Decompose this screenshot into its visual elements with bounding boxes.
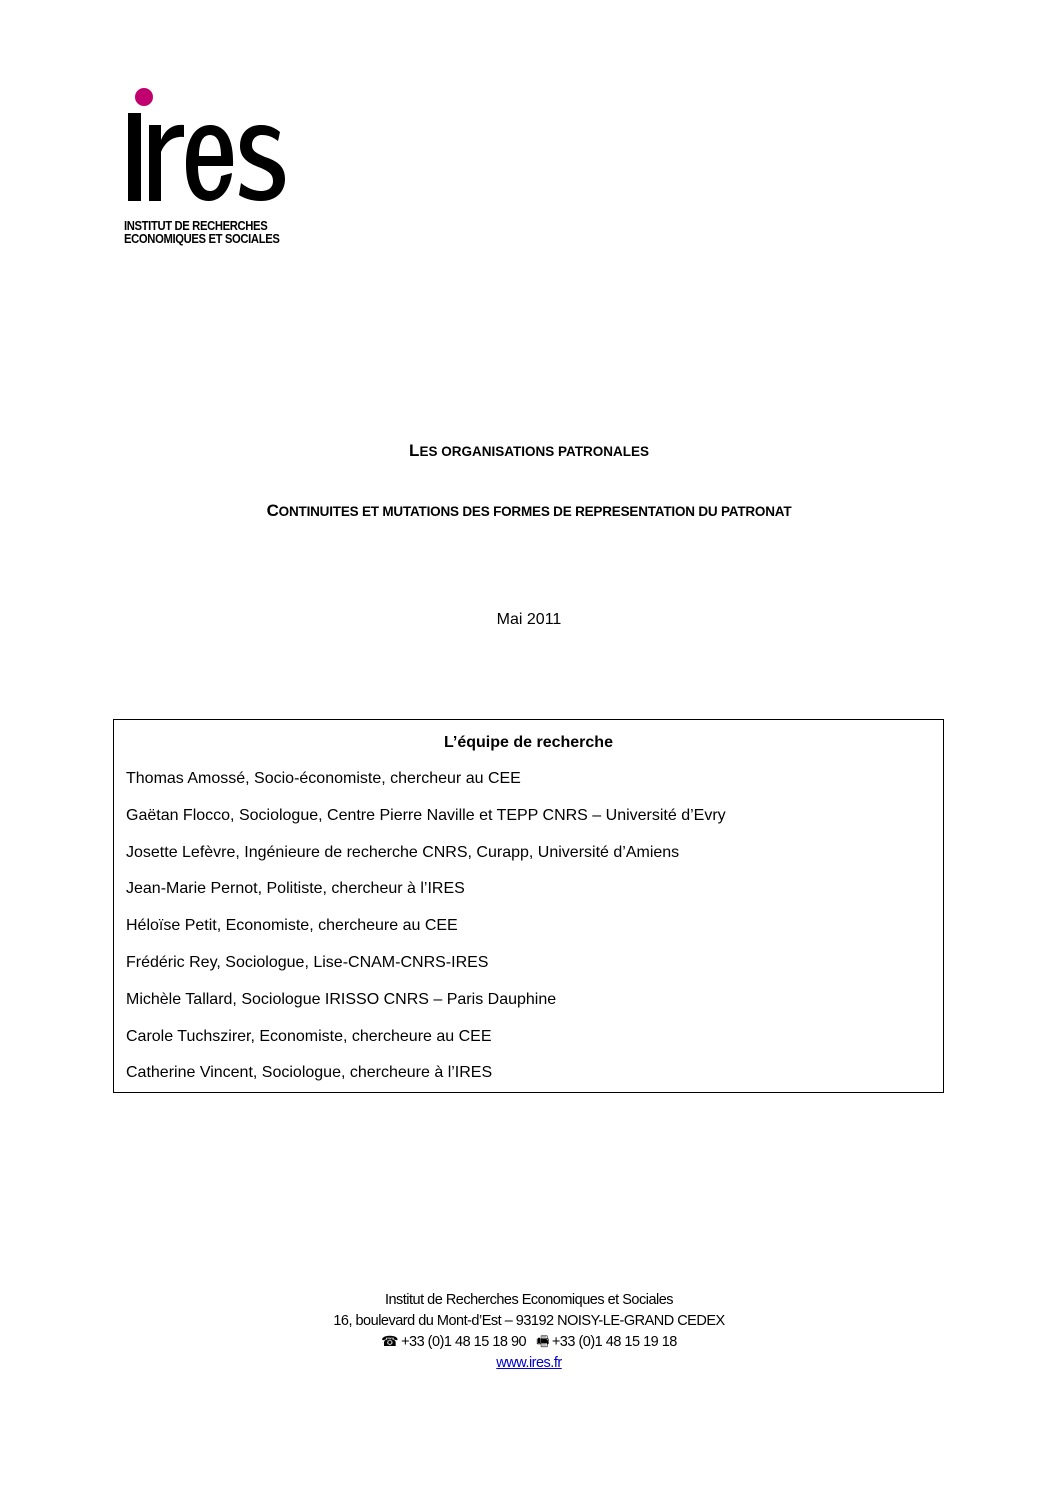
- logo-text-line-2: ECONOMIQUES ET SOCIALES: [124, 232, 280, 246]
- ires-logo-mark: [122, 80, 292, 220]
- team-member: Jean-Marie Pernot, Politiste, chercheur à l’IRES: [126, 880, 465, 898]
- title-rest: ES ORGANISATIONS PATRONALES: [419, 444, 649, 459]
- phone-icon: ☎: [381, 1333, 399, 1349]
- team-member: Frédéric Rey, Sociologue, Lise-CNAM-CNRS-IRES: [126, 953, 489, 971]
- footer-contact: [0, 1331, 1058, 1353]
- footer: [0, 1290, 1058, 1373]
- footer-fax: +33 (0)1 48 15 19 18: [551, 1334, 677, 1350]
- team-member: Gaëtan Flocco, Sociologue, Centre Pierre Naville et TEPP CNRS – Université d’Evry: [126, 806, 726, 824]
- team-member: Thomas Amossé, Socio-économiste, chercheur au CEE: [126, 770, 521, 787]
- document-subtitle: [0, 501, 1058, 521]
- team-member: Catherine Vincent, Sociologue, chercheure à l’IRES: [126, 1064, 493, 1082]
- team-member: Michèle Tallard, Sociologue IRISSO CNRS – Paris Dauphine: [126, 990, 557, 1008]
- subtitle-initial: C: [266, 501, 279, 520]
- team-heading: L’équipe de recherche: [444, 734, 613, 751]
- logo-text-line-1: INSTITUT DE RECHERCHES: [124, 219, 268, 233]
- document-date: Mai 2011: [496, 611, 562, 628]
- team-member: Héloïse Petit, Economiste, chercheure au CEE: [126, 917, 458, 935]
- team-list: [126, 770, 726, 1101]
- footer-phone: +33 (0)1 48 15 18 90: [401, 1334, 527, 1350]
- title-initial: L: [409, 441, 420, 460]
- research-team-box: [113, 719, 944, 1093]
- website-link[interactable]: www.ires.fr: [496, 1354, 562, 1371]
- team-member: Carole Tuchszirer, Economiste, chercheure au CEE: [126, 1027, 492, 1045]
- footer-org: Institut de Recherches Economiques et Sociales: [384, 1292, 674, 1308]
- subtitle-rest: ONTINUITES ET MUTATIONS DES FORMES DE REPRESENTATION DU PATRONAT: [278, 504, 792, 519]
- footer-address: 16, boulevard du Mont-d’Est – 93192 NOISY-LE-GRAND CEDEX: [333, 1312, 725, 1329]
- fax-icon: 🖷: [536, 1333, 549, 1349]
- document-title: [0, 441, 1058, 461]
- team-member: Josette Lefèvre, Ingénieure de recherche CNRS, Curapp, Université d’Amiens: [126, 843, 680, 861]
- logo-dot: [135, 88, 153, 106]
